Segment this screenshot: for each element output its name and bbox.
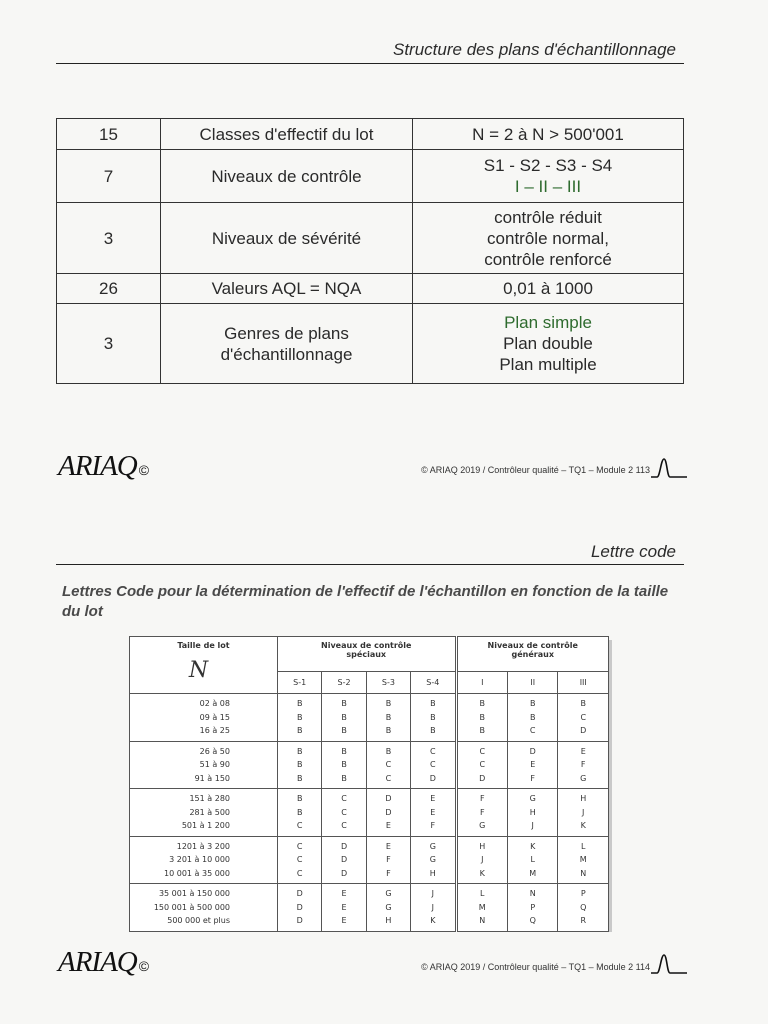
row-count: 3 (57, 203, 161, 274)
row-value: 0,01 à 1000 (413, 274, 684, 304)
code-cell (456, 884, 507, 932)
lot-size: 3 201 à 10 000 (169, 855, 230, 864)
row-label: Classes d'effectif du lot (161, 119, 413, 150)
code-letter: M (579, 855, 587, 864)
footer-note: © ARIAQ 2019 / Contrôleur qualité – TQ1 – Module 2 114 (421, 962, 650, 972)
code-letter: B (296, 773, 303, 783)
code-letter: B (580, 699, 586, 708)
code-letter: H (580, 794, 587, 803)
code-letter: B (529, 712, 536, 722)
code-cell (322, 836, 366, 884)
code-cell (278, 789, 322, 837)
lot-size: 26 à 50 (199, 746, 230, 756)
code-letter: K (530, 841, 536, 851)
code-letter: G (479, 821, 486, 830)
section-title-lettre-code: Lettre code (590, 542, 676, 561)
code-letter: C (296, 868, 303, 878)
code-cell (366, 694, 410, 742)
code-letter: F (430, 821, 436, 830)
code-letter: B (430, 699, 436, 708)
code-letter: C (296, 855, 303, 864)
table-row-group (130, 836, 609, 884)
row-value: S1 - S2 - S3 - S4 I – II – III (413, 150, 684, 203)
table-row-group (130, 884, 609, 932)
code-letter: D (529, 746, 536, 756)
row-count: 3 (57, 304, 161, 384)
table-row-group (130, 789, 609, 837)
lot-size: 500 000 et plus (167, 916, 230, 925)
code-letter: L (480, 889, 485, 898)
page-corner-mark-icon (649, 952, 689, 974)
code-letter: F (530, 773, 536, 783)
code-cell (366, 789, 410, 837)
row-label: Genres de plans d'échantillonnage (161, 304, 413, 384)
lettre-code-subtitle: Lettres Code pour la détermination de l'effectif de l'échantillon en fonction de la taille du lot (62, 583, 669, 620)
code-letter: F (386, 855, 391, 864)
code-cell (558, 789, 609, 837)
code-letter: C (479, 746, 486, 756)
lot-size: 150 001 à 500 000 (153, 902, 230, 912)
code-letter: B (529, 699, 536, 708)
code-letter: D (296, 916, 303, 925)
code-letter: B (296, 726, 303, 735)
code-letter: B (296, 794, 303, 803)
code-cell (507, 694, 557, 742)
section-rule (56, 564, 684, 565)
code-letter: C (430, 760, 436, 769)
code-cell (456, 789, 507, 837)
code-cell (411, 884, 456, 932)
code-letter: N (529, 889, 536, 898)
code-cell (366, 741, 410, 789)
code-letter: H (385, 916, 392, 925)
code-cell (278, 741, 322, 789)
code-cell (558, 741, 609, 789)
ariaq-logo: ARIAQ © (58, 450, 149, 482)
code-cell (456, 741, 507, 789)
code-letter: D (479, 773, 486, 783)
general-levels-header: Niveaux de contrôle généraux (456, 637, 609, 672)
code-letter: B (296, 760, 303, 769)
code-cell (507, 789, 557, 837)
code-cell (558, 836, 609, 884)
code-letter: B (479, 726, 485, 735)
row-count: 7 (57, 150, 161, 203)
code-letter: C (341, 821, 347, 830)
code-letter: C (479, 760, 486, 769)
code-letter: D (385, 794, 392, 803)
code-letter: G (529, 794, 536, 803)
table-row (57, 274, 684, 304)
row-count: 15 (57, 119, 161, 150)
code-letter: J (531, 821, 534, 830)
code-letter: D (340, 855, 348, 864)
code-cell (558, 884, 609, 932)
code-letter: B (341, 712, 347, 722)
row-value: N = 2 à N > 500'001 (413, 119, 684, 150)
code-letter: D (296, 889, 303, 898)
code-letter: M (529, 868, 537, 878)
code-letter: C (341, 794, 347, 803)
code-letter: B (296, 712, 303, 722)
table-row (57, 150, 684, 203)
code-letter: R (580, 916, 587, 925)
code-letter: J (431, 902, 434, 912)
code-cell (366, 884, 410, 932)
lot-size: 10 001 à 35 000 (164, 868, 230, 878)
code-letter: F (479, 794, 485, 803)
code-letter: G (385, 902, 392, 912)
code-letter: H (479, 841, 486, 851)
code-letter: Q (529, 916, 536, 925)
code-letter: B (385, 726, 392, 735)
code-letter: E (341, 916, 347, 925)
lot-size-cell (130, 836, 278, 884)
code-letter: K (580, 821, 586, 830)
code-letter: D (580, 726, 587, 735)
level-header-s-2: S-2 (322, 672, 366, 694)
code-letter: P (530, 902, 536, 912)
code-letter: G (429, 855, 436, 864)
row-label: Niveaux de sévérité (161, 203, 413, 274)
code-letter: E (385, 841, 391, 851)
code-cell (411, 836, 456, 884)
code-cell (278, 836, 322, 884)
code-letter: C (430, 746, 436, 756)
code-letter: B (296, 807, 303, 817)
lot-size: 151 à 280 (189, 794, 230, 803)
code-cell (322, 789, 366, 837)
special-levels-header: Niveaux de contrôle spéciaux (278, 637, 457, 672)
code-letter: K (479, 868, 485, 878)
code-letter: B (341, 760, 347, 769)
code-letter: B (479, 699, 485, 708)
code-letter: F (386, 868, 391, 878)
row-value: Plan simple Plan double Plan multiple (413, 304, 684, 384)
lot-size: 16 à 25 (199, 726, 230, 735)
code-cell (411, 789, 456, 837)
code-cell (507, 836, 557, 884)
lot-size: 51 à 90 (199, 760, 230, 769)
table-row (57, 119, 684, 150)
code-letter: D (340, 841, 348, 851)
code-letter: F (479, 807, 485, 817)
lot-size: 281 à 500 (189, 807, 230, 817)
code-letter: J (481, 855, 484, 864)
code-cell (322, 741, 366, 789)
lot-size: 02 à 08 (199, 699, 230, 708)
code-letter-table-card (129, 636, 609, 928)
row-value: contrôle réduit contrôle normal, contrôle renforcé (413, 203, 684, 274)
lot-size-cell (130, 694, 278, 742)
row-count: 26 (57, 274, 161, 304)
code-letter: B (296, 746, 303, 756)
footer-note: © ARIAQ 2019 / Contrôleur qualité – TQ1 – Module 2 113 (421, 465, 650, 475)
level-header-i: I (456, 672, 507, 694)
code-letter: D (429, 773, 436, 783)
code-letter: E (430, 794, 436, 803)
row-label: Niveaux de contrôle (161, 150, 413, 203)
code-letter: E (385, 821, 391, 830)
code-letter: B (296, 699, 303, 708)
code-letter: D (385, 807, 392, 817)
code-letter: G (580, 773, 587, 783)
code-letter: E (341, 889, 347, 898)
code-letter: B (385, 746, 392, 756)
code-letter: B (430, 712, 436, 722)
code-letter: C (580, 712, 587, 722)
level-header-s-3: S-3 (366, 672, 410, 694)
lot-size-cell (130, 789, 278, 837)
code-letter: J (582, 807, 585, 817)
col-lot-size-header: Taille de lot N (130, 637, 278, 694)
lot-size: 1201 à 3 200 (176, 841, 230, 851)
level-header-ii: II (507, 672, 557, 694)
code-letter: G (429, 841, 436, 851)
level-header-s-1: S-1 (278, 672, 322, 694)
lot-size-cell (130, 741, 278, 789)
code-letter: L (530, 855, 535, 864)
code-cell (507, 884, 557, 932)
code-cell (456, 694, 507, 742)
code-letter: B (341, 746, 347, 756)
lot-size: 35 001 à 150 000 (158, 889, 230, 898)
code-letter: C (385, 773, 392, 783)
code-cell (411, 741, 456, 789)
table-row (57, 304, 684, 384)
code-letter: G (385, 889, 392, 898)
code-cell (411, 694, 456, 742)
table-row-group (130, 741, 609, 789)
code-letter: C (341, 807, 347, 817)
handwritten-n: N (188, 658, 209, 683)
lot-size: 501 à 1 200 (181, 821, 230, 830)
table-row (57, 203, 684, 274)
code-letter: K (430, 916, 436, 925)
code-letter: B (341, 699, 347, 708)
code-letter: E (430, 807, 436, 817)
code-letter: B (479, 712, 485, 722)
code-cell (366, 836, 410, 884)
code-letter: B (385, 712, 392, 722)
sampling-structure-table (56, 118, 684, 384)
code-letter: D (340, 868, 348, 878)
code-letter: E (341, 902, 347, 912)
code-letter: N (580, 868, 587, 878)
code-letter: B (341, 773, 347, 783)
page-corner-mark-icon (649, 456, 689, 478)
code-letter: M (478, 902, 486, 912)
code-cell (558, 694, 609, 742)
code-letter: C (529, 726, 536, 735)
code-letter: N (479, 916, 486, 925)
level-header-s-4: S-4 (411, 672, 456, 694)
code-cell (322, 694, 366, 742)
code-letter: E (580, 746, 586, 756)
code-letter: C (296, 841, 303, 851)
code-letter: E (530, 760, 536, 769)
section-rule (56, 63, 684, 64)
code-letter: C (296, 821, 303, 830)
table-row-group (130, 694, 609, 742)
code-letter: H (529, 807, 536, 817)
code-cell (322, 884, 366, 932)
code-letter: C (385, 760, 392, 769)
code-cell (507, 741, 557, 789)
code-letter-table (129, 636, 609, 932)
code-letter: J (431, 889, 434, 898)
code-letter: H (429, 868, 436, 878)
code-cell (278, 884, 322, 932)
row-label: Valeurs AQL = NQA (161, 274, 413, 304)
code-letter: L (581, 841, 586, 851)
code-letter: F (580, 760, 586, 769)
code-letter: Q (580, 902, 587, 912)
code-letter: B (385, 699, 392, 708)
code-letter: P (580, 889, 586, 898)
code-letter: B (430, 726, 436, 735)
lot-size: 09 à 15 (199, 712, 230, 722)
code-letter: B (341, 726, 347, 735)
code-letter: D (296, 902, 303, 912)
code-cell (278, 694, 322, 742)
lot-size: 91 à 150 (194, 773, 230, 783)
section-title-structure: Structure des plans d'échantillonnage (393, 40, 676, 59)
ariaq-logo: ARIAQ © (58, 946, 149, 978)
code-cell (456, 836, 507, 884)
level-header-iii: III (558, 672, 609, 694)
lot-size-cell (130, 884, 278, 932)
